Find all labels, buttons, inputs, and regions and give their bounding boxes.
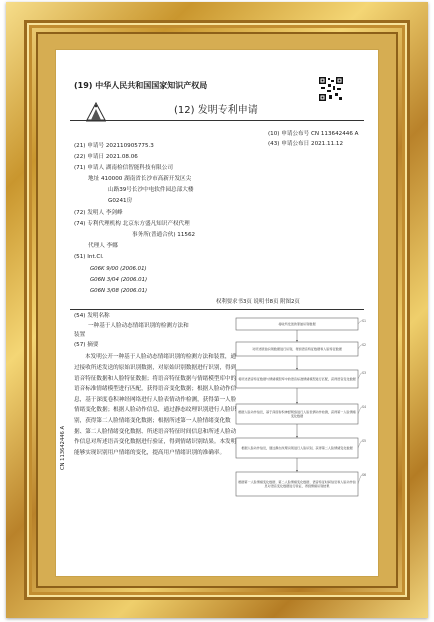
patent-document-page	[56, 50, 378, 576]
applicant: (71) 申请人 湖南检信智能科技有限公司	[74, 165, 173, 172]
inventor: (72) 发明人 李剑峰	[74, 209, 123, 216]
page-counts: 权利要求书3页 说明书8页 附图2页	[216, 299, 300, 305]
abstract-text: 本发明公开一种基于人脸动态情绪识别的检测方法和装置，通过接收所述发送的原始识别数据，对原始识别数据进行识别，得到语音特征数据和人脸特征数据；将语音特征数据与情绪模型库中的语音标准情绪模型进行匹配，获得语音变化数据；根据人脸动作信息，基于深度卷积神经网络进行人脸表情动作检测，获得第一人脸情绪变化数据；根据人脸动作信息，通过静态纹理识别进行人脸识别，获得第二人脸情绪变化数据；根据所述第一人脸情绪变化数据、第二人脸情绪变化数据、所述语音特征时间信息和所述人脸动作信息对所述语音变化数据进行验证，得到情绪识别结果。本发明能够实现识别用户情绪的变化，提高用户情绪识别的准确率。	[74, 354, 237, 456]
flowchart-step-ref: S2	[362, 343, 367, 347]
abstract-label: (57) 摘要	[74, 341, 99, 348]
title-label: (54) 发明名称	[74, 313, 110, 319]
flowchart-step-ref: S5	[362, 439, 367, 443]
side-publication-code: CN 113642446 A	[60, 425, 66, 470]
flowchart-step-ref: S6	[362, 473, 367, 477]
ipc-code: G06N 3/08 (2006.01)	[90, 288, 148, 295]
publication-number: (10) 申请公布号 CN 113642446 A	[268, 131, 359, 137]
ipc-code: G06K 9/00 (2006.01)	[90, 266, 147, 273]
flowchart-step-ref: S3	[362, 371, 367, 375]
publication-meta	[268, 132, 359, 151]
flowchart-step-text: 根据第一人脸情绪变化数据、第二人脸情绪变化数据、语音特征时间信息和人脸动作信息对语音变化数据进行验证，得到情绪识别结果	[238, 480, 356, 489]
invention-title-line-1: 一种基于人脸动态情绪识别的检测方法和	[88, 322, 189, 329]
int-cl-label: (51) Int.Cl.	[74, 253, 104, 260]
flowchart-step-ref: S4	[362, 405, 367, 409]
abstract-divider	[70, 309, 364, 310]
gold-certificate-frame	[6, 2, 428, 618]
address-line-3: G0241房	[108, 198, 133, 205]
bibliographic-data	[74, 144, 195, 299]
address-line-2: 山路39号长沙中电软件园总部大楼	[108, 187, 194, 194]
application-number: (21) 申请号 202110905775.3	[74, 143, 154, 149]
flowchart-step-text: 对所述原始识别数据进行识别，得到语音特征数据和人脸特征数据	[252, 347, 342, 352]
agency-line-1: (74) 专利代理机构 北京东方盛凡知识产权代理	[74, 220, 190, 227]
address-line-1: 地址 410000 湖南省长沙市高新开发区尖	[88, 176, 192, 183]
abstract-section	[74, 314, 240, 458]
document-type: (12) 发明专利申请	[174, 105, 258, 116]
flowchart-step-ref: S1	[362, 319, 367, 323]
agent: 代理人 李娜	[88, 242, 118, 249]
agency-line-2: 事务所(普通合伙) 11562	[132, 231, 196, 238]
publication-date: (43) 申请公布日 2021.11.12	[268, 140, 344, 147]
application-date: (22) 申请日 2021.08.06	[74, 154, 138, 161]
ipc-code: G06N 3/04 (2006.01)	[90, 277, 148, 284]
header-divider	[70, 120, 364, 121]
flowchart-step-text: 根据人脸动作信息，通过静态纹理识别进行人脸识别，获得第二人脸情绪变化数据	[241, 446, 353, 451]
abstract-flowchart	[232, 312, 372, 520]
flowchart-step-text: 根据人脸动作信息，基于深度卷积神经网络进行人脸表情动作检测，获得第一人脸情绪变化数据	[238, 410, 356, 419]
qr-code-icon	[318, 76, 344, 102]
invention-title-line-2: 装置	[74, 332, 86, 339]
flowchart-step-text: 将所述语音特征数据与情绪模型库中的语音标准情绪模型进行匹配，获得语音变化数据	[238, 377, 356, 382]
office-name: (19) 中华人民共和国国家知识产权局	[74, 81, 208, 90]
flowchart-step-text: 接收所发送的原始识别数据	[278, 322, 316, 327]
